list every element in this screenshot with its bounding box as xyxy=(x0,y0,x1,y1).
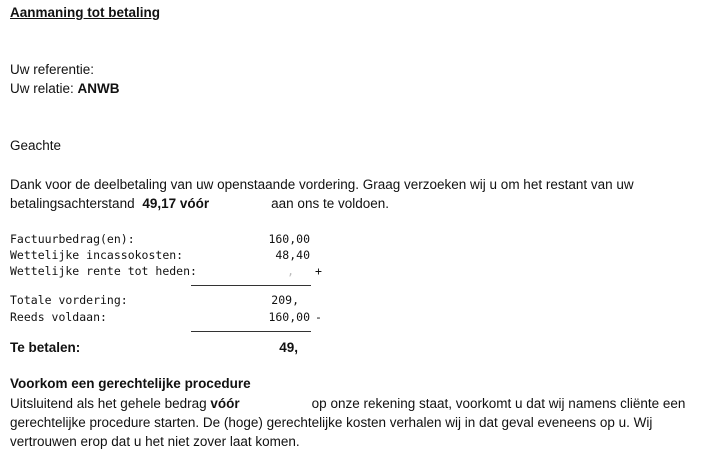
body-intro: Dank voor de deelbetaling van uw openstaande vordering. Graag verzoeken wij u om het restant van uw betalingsachterstand xyxy=(10,177,634,211)
warning-text-bold: vóór xyxy=(210,396,240,411)
breakdown-value-2: , xyxy=(287,264,294,278)
breakdown-label-0: Factuurbedrag(en): xyxy=(10,232,135,246)
breakdown-op-plus: + xyxy=(315,264,322,278)
breakdown-label-3: Totale vordering: xyxy=(10,293,128,307)
relation-label: Uw relatie: xyxy=(10,81,74,96)
total-value: 49, xyxy=(279,340,298,355)
sum-rule-1 xyxy=(191,285,311,286)
reference-label: Uw referentie: xyxy=(10,62,95,77)
breakdown-value-4: 160,00 xyxy=(268,310,310,324)
breakdown-label-4: Reeds voldaan: xyxy=(10,310,107,324)
letter-title: Aanmaning tot betaling xyxy=(10,5,160,20)
body-end: aan ons te voldoen. xyxy=(271,196,389,211)
total-label: Te betalen: xyxy=(10,340,81,355)
breakdown-label-2: Wettelijke rente tot heden: xyxy=(10,264,197,278)
warning-text-start: Uitsluitend als het gehele bedrag xyxy=(10,396,207,411)
breakdown-value-0: 160,00 xyxy=(268,232,310,246)
salutation: Geachte xyxy=(10,138,62,153)
warning-text-rest: op onze rekening staat, voorkomt u dat wij namens cliënte een gerechtelijke procedure starten. De (hoge) gerechtelijke kosten verhalen wij in dat geval eveneens op u. Wij vertrouwen erop dat u het niet zover laat komen. xyxy=(10,396,686,449)
warning-heading: Voorkom een gerechtelijke procedure xyxy=(10,376,251,391)
relation-line xyxy=(10,81,120,96)
warning-paragraph xyxy=(10,394,710,451)
breakdown-label-1: Wettelijke incassokosten: xyxy=(10,248,184,262)
body-paragraph xyxy=(10,175,710,213)
relation-value: ANWB xyxy=(77,81,120,96)
body-amount: 49,17 vóór xyxy=(142,196,210,211)
breakdown-op-minus: - xyxy=(315,310,322,324)
sum-rule-2 xyxy=(191,331,311,332)
breakdown-value-1: 48,40 xyxy=(275,248,310,262)
breakdown-value-3: 209, xyxy=(271,293,299,307)
